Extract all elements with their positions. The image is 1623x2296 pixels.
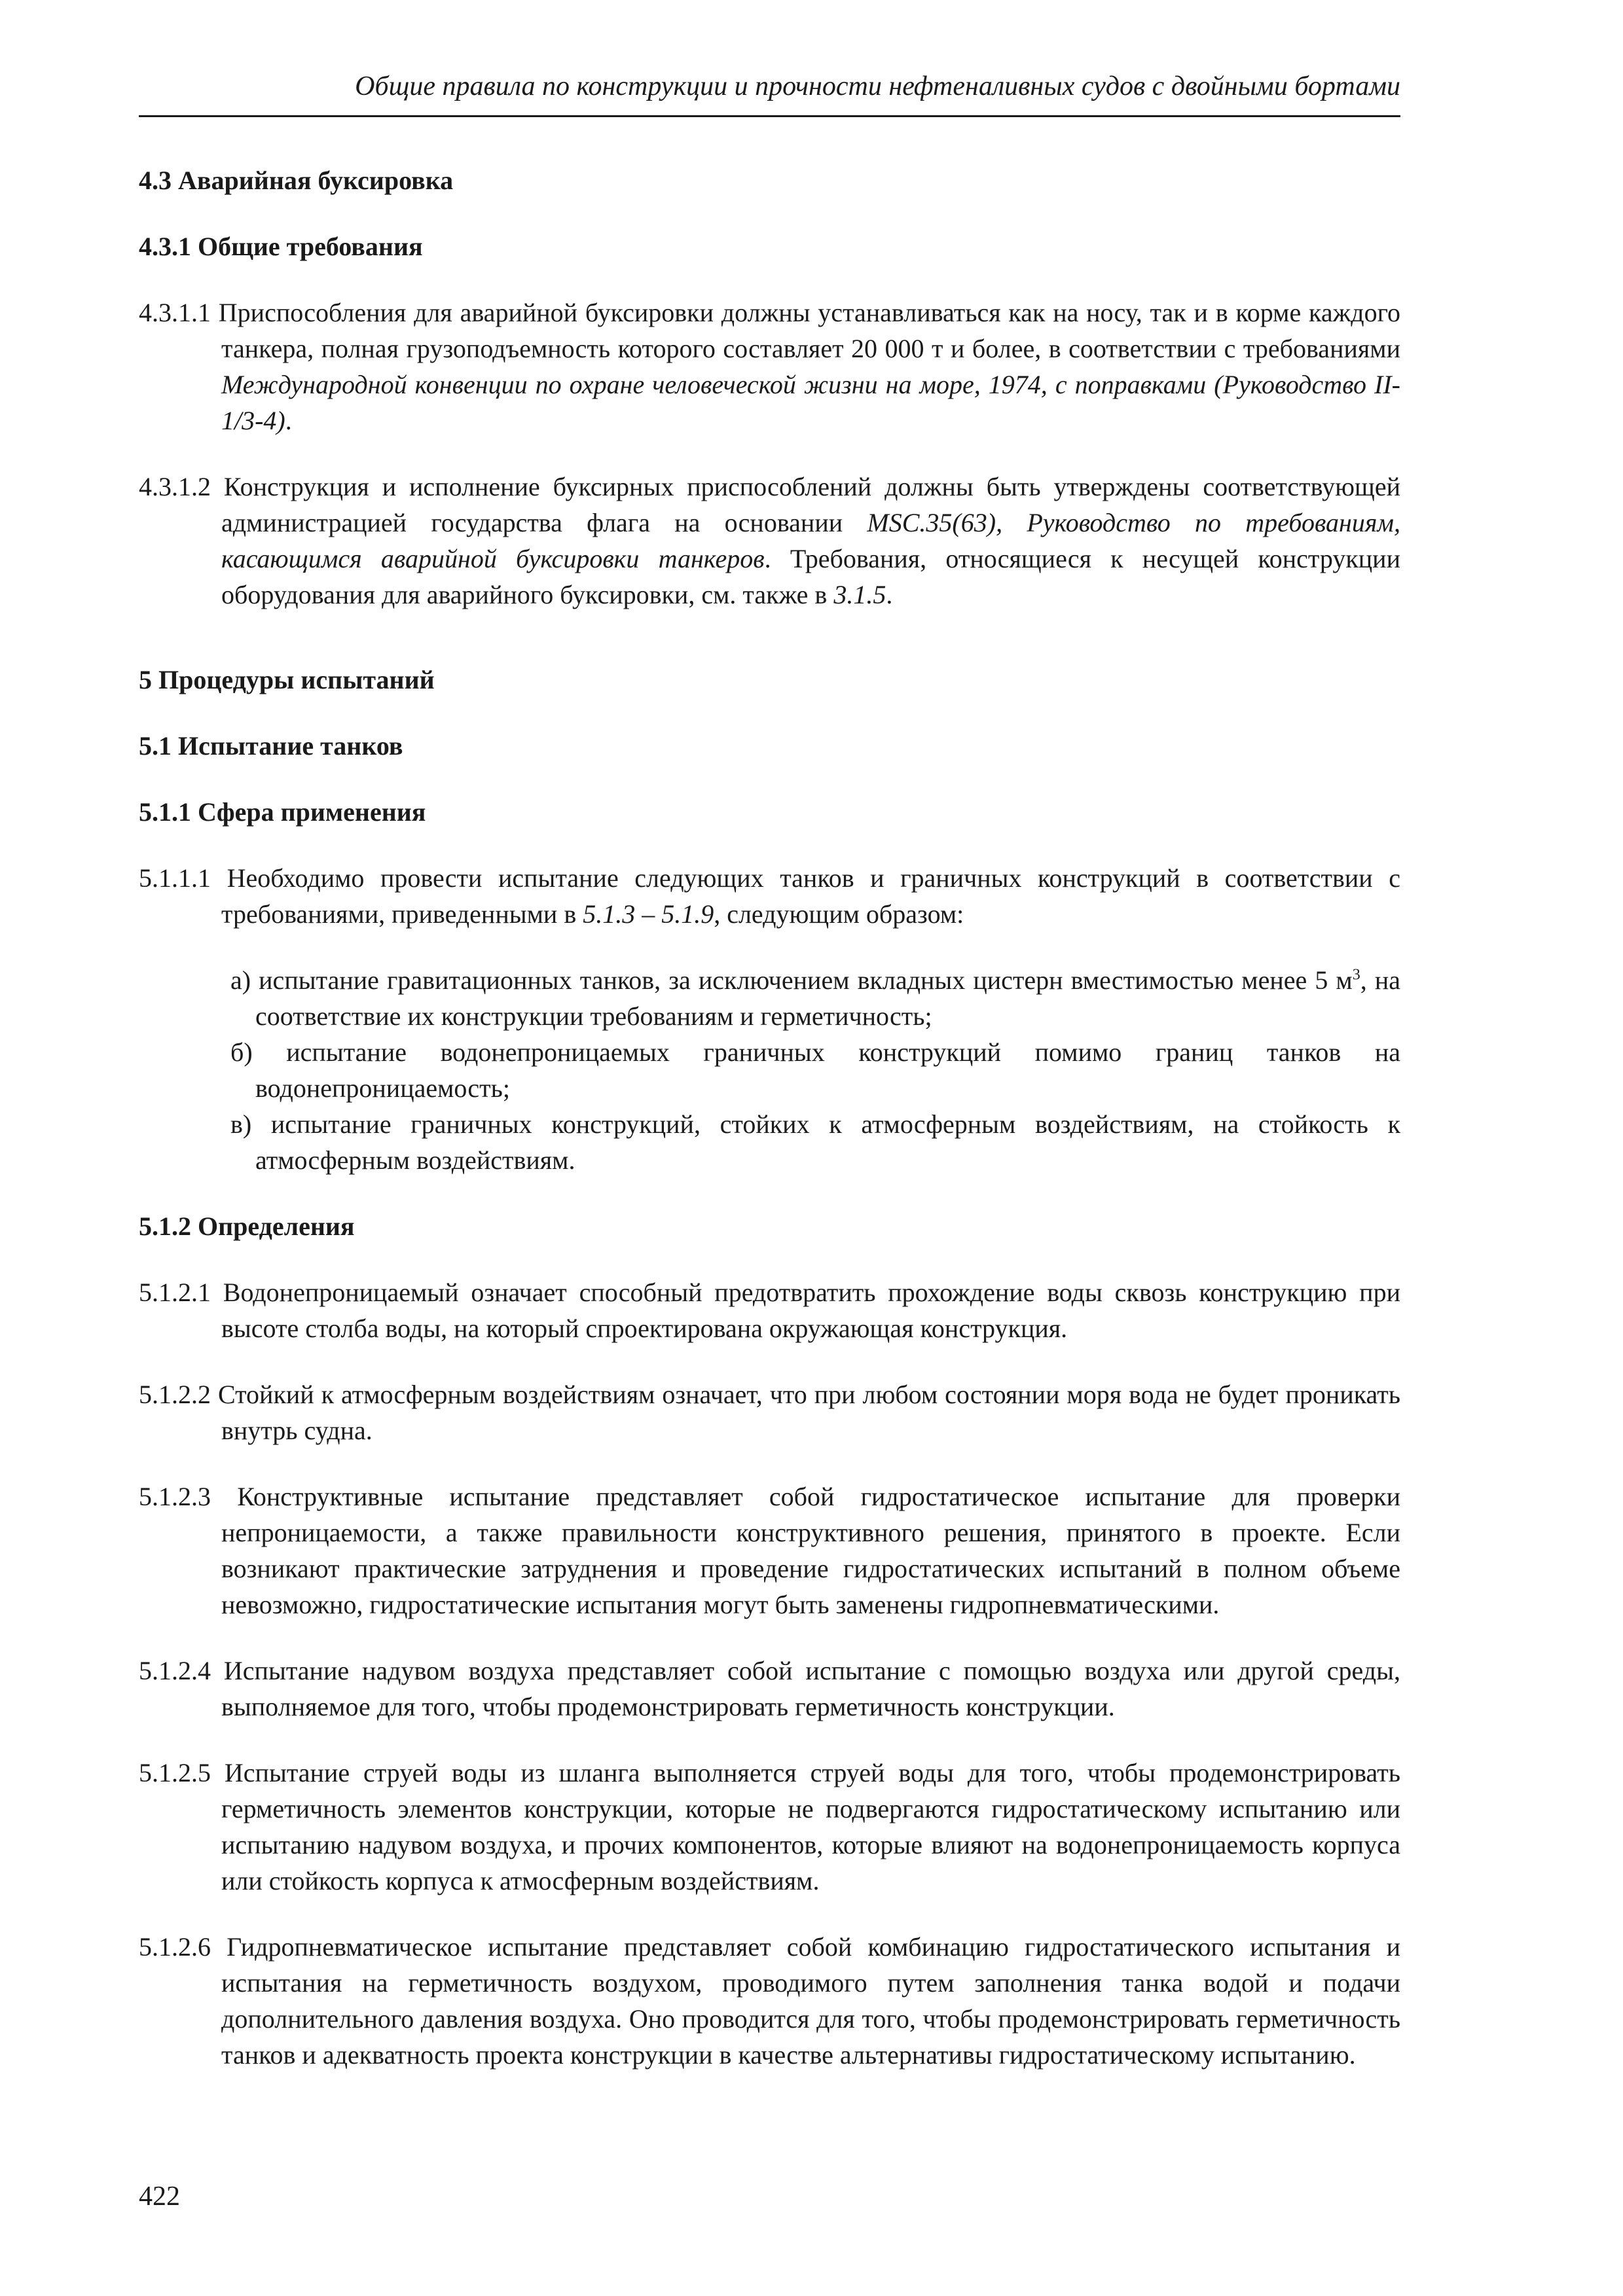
list-item-c: в) испытание граничных конструкций, стойких к атмосферным воздействиям, на стойкость к атмосферным воздействиям. xyxy=(230,1109,1400,1175)
paragraph-number: 5.1.1.1 xyxy=(139,863,211,893)
paragraph-number: 5.1.2.1 xyxy=(139,1278,211,1307)
paragraph-text: Гидропневматическое испытание представляет собой комбинацию гидростатического испытания и испытания на герметичность воздухом, проводимого путем заполнения танка водой и подачи дополнительного давления воздуха. Оно проводится для того, чтобы продемонстрировать герметичность танков и адекватность проекта конструкции в качестве альтернативы гидростатическому испытанию. xyxy=(221,1932,1401,2070)
paragraph-text: Приспособления для аварийной буксировки должны устанавливаться как на носу, так и в корме каждого танкера, полная грузоподъемность которого составляет 20 000 т и более, в соответствии с требованиями xyxy=(218,298,1401,363)
list-item-a: а) испытание гравитационных танков, за исключением вкладных цистерн вместимостью менее 5 $м^3$, на соответствие их конструкции требованиям и герметичность; xyxy=(230,965,1400,1031)
section-heading-4-3-1: 4.3.1 Общие требования xyxy=(139,232,423,261)
paragraph-5-1-2-4 xyxy=(139,1653,1400,1725)
paragraph-number: 5.1.2.2 xyxy=(139,1380,211,1409)
paragraph-5-1-2-6 xyxy=(139,1929,1400,2073)
reference: MSC.35(63), Руководство по требованиям, касающимся аварийной буксировки танкеров xyxy=(221,508,1400,573)
paragraph-number: 5.1.2.6 xyxy=(139,1932,211,1962)
reference: Международной конвенции по охране человеческой жизни на море, 1974, с поправками (Руководство II-1/3-4) xyxy=(221,370,1400,435)
paragraph-text: Конструктивные испытание представляет собой гидростатическое испытание для проверки непроницаемости, а также правильности конструктивного решения, принятого в проекте. Если возникают практические затруднения и проведение гидростатических испытаний в полном объеме невозможно, гидростатические испытания могут быть заменены гидропневматическими. xyxy=(221,1482,1400,1619)
paragraph-number: 5.1.2.3 xyxy=(139,1482,211,1511)
paragraph-text: Стойкий к атмосферным воздействиям означает, что при любом состоянии моря вода не будет проникать внутрь судна. xyxy=(217,1380,1400,1445)
section-heading-5-1: 5.1 Испытание танков xyxy=(139,731,403,761)
paragraph-text: Необходимо провести испытание следующих танков и граничных конструкций в соответствии с требованиями, приведенными в xyxy=(221,863,1401,929)
paragraph-4-3-1-1: 4.3.1.1 Приспособления для аварийной буксировки должны устанавливаться как на носу, так и в корме каждого танкера, полная грузоподъемность которого составляет 20 000 т и более, в соответствии с требованиями Международной конвенции по охране человеческой жизни на море, 1974, с поправками (Руководство II-1/3-4). xyxy=(139,298,1401,435)
reference: 3.1.5 xyxy=(833,580,886,609)
reference: 5.1.3 – 5.1.9 xyxy=(583,899,714,929)
paragraph-text: Испытание струей воды из шланга выполняется струей воды для того, чтобы продемонстрировать герметичность элементов конструкции, которые не подвергаются гидростатическому испытанию или испытанию надувом воздуха, и прочих компонентов, которые влияют на водонепроницаемость корпуса или стойкость корпуса к атмосферным воздействиям. xyxy=(221,1758,1400,1895)
paragraph-5-1-2-1 xyxy=(139,1274,1400,1346)
paragraph-number: 4.3.1.1 xyxy=(139,298,211,327)
list-item-b: б) испытание водонепроницаемых граничных конструкций помимо границ танков на водонепроницаемость; xyxy=(230,1037,1400,1103)
paragraph-number: 5.1.2.5 xyxy=(139,1758,211,1787)
paragraph-text: Испытание надувом воздуха представляет собой испытание с помощью воздуха или другой среды, выполняемое для того, чтобы продемонстрировать герметичность конструкции. xyxy=(221,1656,1400,1721)
paragraph-number: 5.1.2.4 xyxy=(139,1656,211,1685)
paragraph-5-1-1-1: 5.1.1.1 Необходимо провести испытание следующих танков и граничных конструкций в соответствии с требованиями, приведенными в 5.1.3 – 5.1.9, следующим образом: xyxy=(139,863,1401,929)
running-header: Общие правила по конструкции и прочности нефтеналивных судов с двойными бортами xyxy=(355,71,1400,101)
paragraph-5-1-2-3 xyxy=(139,1479,1400,1623)
paragraph-5-1-2-5 xyxy=(139,1755,1400,1899)
paragraph-number: 4.3.1.2 xyxy=(139,472,211,501)
section-heading-5-1-1: 5.1.1 Сфера применения xyxy=(139,797,426,827)
paragraph-text: Водонепроницаемый означает способный предотвратить прохождение воды сквозь конструкцию при высоте столба воды, на который спроектирована окружающая конструкция. xyxy=(221,1278,1400,1343)
paragraph-text: Конструкция и исполнение буксирных приспособлений должны быть утверждены соответствующей администрацией государства флага на основании xyxy=(221,472,1401,537)
page-number: 422 xyxy=(139,2181,180,2212)
paragraph-4-3-1-2: 4.3.1.2 Конструкция и исполнение буксирных приспособлений должны быть утверждены соответствующей администрацией государства флага на основании MSC.35(63), Руководство по требованиям, касающимся аварийной буксировки танкеров. Требования, относящиеся к несущей конструкции оборудования для аварийного буксировки, см. также в 3.1.5. xyxy=(139,472,1401,609)
paragraph-5-1-2-2 xyxy=(139,1376,1400,1448)
section-heading-5-1-2: 5.1.2 Определения xyxy=(139,1211,355,1241)
section-heading-5: 5 Процедуры испытаний xyxy=(139,665,435,694)
page-body xyxy=(139,162,1400,2073)
section-heading-4-3: 4.3 Аварийная буксировка xyxy=(139,166,454,195)
header-rule xyxy=(139,115,1400,117)
